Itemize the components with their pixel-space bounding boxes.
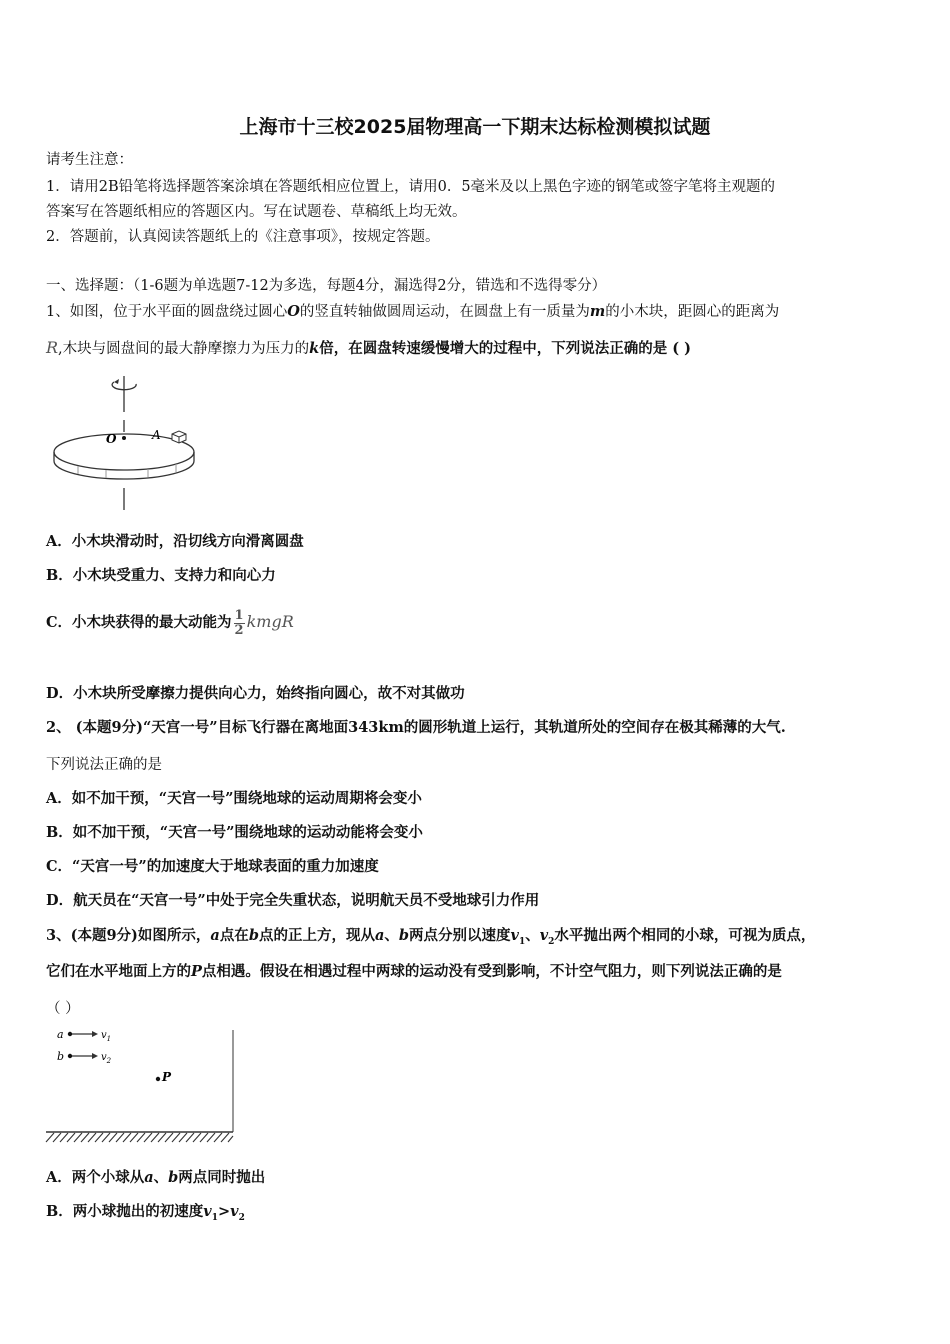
notice-heading: 请考生注意： — [46, 152, 133, 168]
q2-option-b: B．如不加干预，“天宫一号”围绕地球的运动动能将会变小 — [46, 824, 423, 841]
section-heading: 一、选择题：（1-6题为单选题7-12为多选，每题4分，漏选得2分，错选和不选得零分） — [46, 278, 607, 294]
fig-label-p: P — [162, 1070, 172, 1084]
notice-line-1b: 答案写在答题纸相应的答题区内。写在试题卷、草稿纸上均无效。 — [46, 204, 467, 220]
fig-label-v2: $v_2$ — [101, 1052, 112, 1065]
q3-answer-paren: （ ） — [46, 1001, 80, 1017]
q1-option-a: A．小木块滑动时，沿切线方向滑离圆盘 — [46, 533, 304, 550]
q2-stem-line1: 2、 (本题9分)“天宫一号”目标飞行器在离地面343km的圆形轨道上运行，其轨道所处的空间存在极其稀薄的大气. — [46, 719, 786, 736]
notice-line-1a: 1．请用2B铅笔将选择题答案涂填在答题纸相应位置上，请用0．5毫米及以上黑色字迹的钢笔或签字笔将主观题的 — [46, 179, 776, 195]
q3-projectile-figure — [44, 1026, 239, 1148]
fig-label-v1: $v_1$ — [101, 1030, 112, 1043]
q2-option-c: C．“天宫一号”的加速度大于地球表面的重力加速度 — [46, 858, 379, 875]
q3-option-a: A．两个小球从a、b两点同时抛出 — [46, 1169, 266, 1186]
notice-line-2: 2．答题前，认真阅读答题纸上的《注意事项》，按规定答题。 — [46, 229, 440, 245]
q2-option-a: A．如不加干预，“天宫一号”围绕地球的运动周期将会变小 — [46, 790, 422, 807]
fraction-half: $\frac{1}{2}$ — [234, 607, 244, 638]
fig-label-a: A — [152, 428, 161, 442]
q1-stem-line2: R,木块与圆盘间的最大静摩擦力为压力的k倍，在圆盘转速缓慢增大的过程中，下列说法正确的是 ( ) — [46, 338, 692, 357]
q3-stem-line2: 它们在水平地面上方的P点相遇。假设在相遇过程中两球的运动没有受到影响，不计空气阻力，则下列说法正确的是 — [46, 963, 782, 980]
q3-stem-line1: 3、(本题9分)如图所示，a点在b点的正上方，现从a、b两点分别以速度$v_1$、$v_2$水平抛出两个相同的小球，可视为质点， — [46, 927, 816, 947]
fig-label-b: b — [57, 1050, 65, 1063]
q1-stem-line1: 1、如图，位于水平面的圆盘绕过圆心O的竖直转轴做圆周运动，在圆盘上有一质量为m的小木块，距圆心的距离为 — [46, 303, 780, 320]
fig-label-o: O — [106, 432, 117, 446]
page-title: 上海市十三校2025届物理高一下期末达标检测模拟试题 — [239, 116, 711, 138]
q2-option-d: D．航天员在“天宫一号”中处于完全失重状态，说明航天员不受地球引力作用 — [46, 892, 540, 909]
q1-disk-figure — [48, 370, 208, 512]
q3-option-b: B．两小球抛出的初速度$v_1>v_2$ — [46, 1203, 245, 1223]
q1-option-c: C．小木块获得的最大动能为 $\frac{1}{2}$ kmgR — [46, 607, 294, 638]
q1-option-d: D．小木块所受摩擦力提供向心力，始终指向圆心，故不对其做功 — [46, 685, 465, 702]
fig-label-a: a — [57, 1028, 64, 1041]
q2-stem-line2: 下列说法正确的是 — [46, 757, 162, 773]
q1-option-b: B．小木块受重力、支持力和向心力 — [46, 567, 276, 584]
